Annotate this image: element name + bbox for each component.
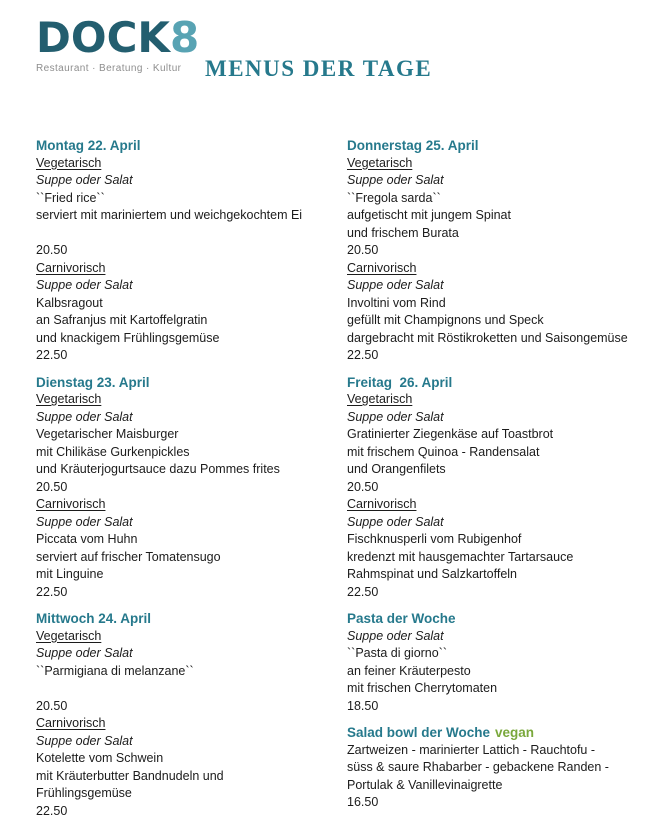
price: 22.50 bbox=[347, 584, 379, 599]
course-subtitle: Suppe oder Salat bbox=[347, 514, 444, 529]
diet-label: Vegetarisch bbox=[36, 155, 102, 170]
price: 16.50 bbox=[347, 795, 379, 809]
menu-line: Vegetarischer Maisburger bbox=[36, 427, 179, 441]
menu-line: Piccata vom Huhn bbox=[36, 532, 138, 546]
menu-line: und Kräuterjogurtsauce dazu Pommes frites bbox=[36, 462, 280, 476]
menu-line: aufgetischt mit jungem Spinat bbox=[347, 208, 511, 222]
logo-dock-text: DOCK bbox=[36, 13, 170, 62]
day-title-text: Mittwoch 24. April bbox=[36, 611, 152, 626]
header bbox=[36, 13, 661, 82]
menu-line: Gratinierter Ziegenkäse auf Toastbrot bbox=[347, 427, 554, 441]
price: 18.50 bbox=[347, 698, 379, 713]
menu-line: mit Chilikäse Gurkenpickles bbox=[36, 444, 190, 459]
menu-line: ``Parmigiana di melanzane`` bbox=[36, 663, 194, 678]
menu-column-right bbox=[347, 137, 661, 820]
menu-line: serviert mit mariniertem und weichgekochtem Ei bbox=[36, 208, 303, 222]
menu-day-block bbox=[347, 137, 661, 365]
menu-line: an feiner Kräuterpesto bbox=[347, 663, 471, 678]
menu-line: Portulak & Vanillevinaigrette bbox=[347, 777, 503, 792]
menu-line: kredenzt mit hausgemachter Tartarsauce bbox=[347, 549, 574, 564]
menu-line: ``Fregola sarda`` bbox=[347, 190, 441, 205]
menu-day-block bbox=[36, 374, 347, 602]
day-title-text: Salad bowl der Woche bbox=[347, 725, 491, 740]
menu-line: und knackigem Frühlingsgemüse bbox=[36, 330, 220, 345]
price: 22.50 bbox=[36, 348, 68, 362]
menu-line: Frühlingsgemüse bbox=[36, 786, 132, 800]
price: 22.50 bbox=[347, 348, 379, 362]
menu-column-left bbox=[36, 137, 347, 820]
menu-line bbox=[36, 680, 347, 698]
price: 22.50 bbox=[36, 584, 68, 599]
day-title bbox=[36, 610, 347, 628]
course-subtitle: Suppe oder Salat bbox=[36, 173, 133, 187]
day-title-text: Montag 22. April bbox=[36, 138, 141, 153]
diet-label: Carnivorisch bbox=[347, 497, 417, 511]
menu-line: mit frischem Quinoa - Randensalat bbox=[347, 444, 540, 459]
menu-line: dargebracht mit Röstikroketten und Saisongemüse bbox=[347, 330, 628, 345]
price: 20.50 bbox=[347, 479, 379, 494]
menu-day-block bbox=[347, 610, 661, 715]
menu-line: Involtini vom Rind bbox=[347, 295, 446, 310]
menu-day-block bbox=[347, 374, 661, 602]
menu-line bbox=[36, 225, 347, 243]
diet-label: Vegetarisch bbox=[36, 392, 102, 406]
menu-line: Kalbsragout bbox=[36, 295, 103, 310]
course-subtitle: Suppe oder Salat bbox=[347, 278, 444, 292]
day-title-text: Dienstag 23. April bbox=[36, 374, 150, 390]
menu-line: mit Linguine bbox=[36, 567, 104, 581]
menu-line: mit frischen Cherrytomaten bbox=[347, 681, 498, 695]
menu-line: ``Fried rice`` bbox=[36, 190, 105, 205]
day-title-text: Donnerstag 25. April bbox=[347, 138, 479, 153]
course-subtitle: Suppe oder Salat bbox=[36, 514, 133, 529]
day-title bbox=[347, 137, 661, 155]
dock8-logo bbox=[36, 13, 205, 74]
day-title bbox=[36, 374, 347, 392]
logo-wordmark bbox=[36, 13, 205, 62]
day-title bbox=[36, 137, 347, 155]
menu-line: und frischem Burata bbox=[347, 225, 459, 240]
diet-label: Carnivorisch bbox=[36, 260, 106, 275]
day-title-text: Pasta der Woche bbox=[347, 611, 456, 626]
menu-line: gefüllt mit Champignons und Speck bbox=[347, 313, 544, 327]
course-subtitle: Suppe oder Salat bbox=[36, 409, 133, 424]
price: 20.50 bbox=[36, 479, 68, 494]
menu-line: süss & saure Rhabarber - gebackene Randen - bbox=[347, 760, 609, 774]
logo-tagline: Restaurant · Beratung · Kultur bbox=[36, 63, 182, 74]
diet-label: Carnivorisch bbox=[347, 260, 417, 275]
logo-eight-text: 8 bbox=[169, 13, 200, 62]
price: 20.50 bbox=[36, 698, 68, 713]
diet-label: Carnivorisch bbox=[36, 497, 106, 511]
menu-line: Kotelette vom Schwein bbox=[36, 751, 164, 765]
diet-label: Vegetarisch bbox=[36, 628, 102, 643]
price: 20.50 bbox=[36, 243, 68, 257]
menu-line: und Orangenfilets bbox=[347, 462, 446, 476]
price: 20.50 bbox=[347, 243, 379, 257]
menu-line: ``Pasta di giorno`` bbox=[347, 646, 448, 660]
day-title-text: Freitag 26. April bbox=[347, 374, 453, 390]
vegan-badge: vegan bbox=[495, 725, 535, 740]
menu-line: an Safranjus mit Kartoffelgratin bbox=[36, 313, 208, 327]
menu-day-block bbox=[347, 724, 661, 812]
course-subtitle: Suppe oder Salat bbox=[36, 278, 133, 292]
course-subtitle: Suppe oder Salat bbox=[347, 173, 444, 187]
day-title bbox=[347, 610, 661, 628]
menu-line: Zartweizen - marinierter Lattich - Rauchtofu - bbox=[347, 742, 596, 757]
day-title bbox=[347, 724, 661, 742]
diet-label: Vegetarisch bbox=[347, 155, 413, 170]
course-subtitle: Suppe oder Salat bbox=[347, 628, 444, 643]
course-subtitle: Suppe oder Salat bbox=[36, 646, 133, 660]
price: 22.50 bbox=[36, 803, 68, 818]
menu-line: serviert auf frischer Tomatensugo bbox=[36, 549, 221, 564]
menu-columns bbox=[36, 137, 661, 820]
menu-day-block bbox=[36, 137, 347, 365]
menu-line: mit Kräuterbutter Bandnudeln und bbox=[36, 768, 224, 783]
menu-line: Rahmspinat und Salzkartoffeln bbox=[347, 567, 518, 581]
menu-line: Fischknusperli vom Rubigenhof bbox=[347, 532, 522, 546]
day-title bbox=[347, 374, 661, 392]
diet-label: Vegetarisch bbox=[347, 392, 413, 406]
diet-label: Carnivorisch bbox=[36, 716, 106, 730]
menu-day-block bbox=[36, 610, 347, 820]
page-title: MENUS DER TAGE bbox=[205, 56, 433, 81]
course-subtitle: Suppe oder Salat bbox=[347, 409, 444, 424]
course-subtitle: Suppe oder Salat bbox=[36, 733, 133, 748]
